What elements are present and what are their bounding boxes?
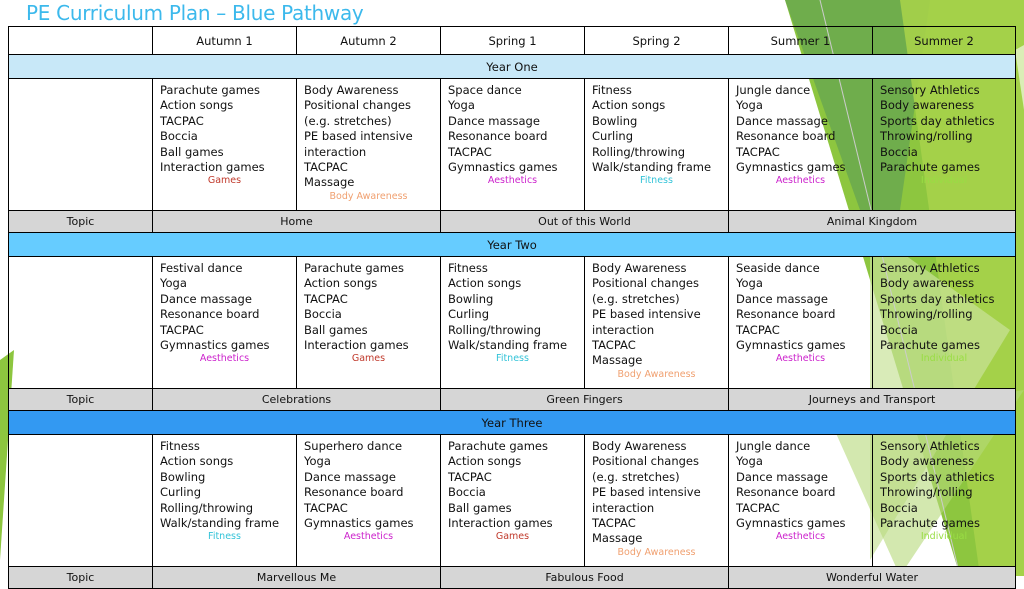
activity-cell [873, 435, 1016, 567]
strand-label: Individual [920, 175, 968, 187]
activity-item: Boccia [880, 144, 918, 159]
activities-row [9, 79, 1016, 211]
activity-item: TACPAC [448, 144, 492, 159]
activity-item: Body Awareness [592, 261, 687, 275]
activity-item: Seaside dance [736, 261, 820, 275]
activity-item: Dance massage [736, 113, 828, 128]
strand-label: Individual [920, 531, 968, 543]
activity-cell [729, 257, 873, 389]
activity-item: Curling [160, 485, 202, 500]
activity-cell [873, 79, 1016, 211]
activity-item: Boccia [880, 322, 918, 337]
activity-item: Resonance board [736, 129, 836, 144]
activity-item: Yoga [304, 454, 331, 469]
activity-item: Action songs [160, 98, 234, 113]
activity-item: Curling [448, 307, 490, 322]
activity-item: Action songs [304, 276, 378, 291]
activity-cell [441, 435, 585, 567]
activity-item: Dance massage [160, 291, 252, 306]
header-blank [9, 27, 153, 55]
activity-cell [585, 435, 729, 567]
strand-label: Body Awareness [329, 190, 408, 202]
activity-item: Body Awareness [304, 83, 399, 97]
activity-item: Body awareness [880, 454, 975, 469]
activity-item: interaction [304, 144, 367, 159]
strand-label: Games [351, 353, 386, 365]
activity-item: Sports day athletics [880, 469, 995, 484]
activity-item: Resonance board [736, 485, 836, 500]
activity-item: Gymnastics games [736, 516, 846, 531]
activity-item: Superhero dance [304, 439, 403, 453]
strand-label: Body Awareness [617, 368, 696, 380]
year-title: Year One [9, 55, 1016, 79]
activity-item: Gymnastics games [736, 160, 846, 175]
activity-item: Gymnastics games [304, 516, 414, 531]
activity-item: Positional changes [592, 454, 699, 469]
topic-row [9, 567, 1016, 589]
activity-item: Parachute games [880, 160, 980, 175]
activity-item: Festival dance [160, 261, 243, 275]
activity-item: Fitness [160, 439, 200, 453]
activity-item: PE based intensive [304, 129, 413, 144]
strand-label: Fitness [640, 175, 673, 187]
strand-label: Aesthetics [487, 175, 538, 187]
activity-cell [873, 257, 1016, 389]
activity-item: TACPAC [160, 322, 204, 337]
year-title: Year Three [9, 411, 1016, 435]
activity-item: Jungle dance [736, 439, 811, 453]
activity-cell [729, 79, 873, 211]
activity-item: Boccia [448, 485, 486, 500]
activity-item: Throwing/rolling [880, 485, 973, 500]
activity-item: TACPAC [304, 160, 348, 175]
activity-item: (e.g. stretches) [592, 291, 680, 306]
activity-item: Parachute games [880, 516, 980, 531]
activity-item: Boccia [160, 129, 198, 144]
activity-item: Positional changes [304, 98, 411, 113]
activity-item: Resonance board [736, 307, 836, 322]
activity-item: PE based intensive [592, 485, 701, 500]
year-band [9, 55, 1016, 79]
activity-item: interaction [592, 500, 655, 515]
activity-item: TACPAC [160, 113, 204, 128]
activity-item: TACPAC [304, 291, 348, 306]
header-row [9, 27, 1016, 55]
activity-item: Yoga [160, 276, 187, 291]
strand-label: Aesthetics [775, 175, 826, 187]
activity-item: Parachute games [160, 83, 260, 97]
activity-item: Body Awareness [592, 439, 687, 453]
activity-item: Sensory Athletics [880, 439, 980, 453]
activity-item: (e.g. stretches) [592, 469, 680, 484]
topic-name: Home [153, 211, 441, 233]
activity-cell [297, 435, 441, 567]
topic-row [9, 211, 1016, 233]
activity-cell [585, 79, 729, 211]
activity-item: Interaction games [448, 516, 553, 531]
activity-item: Action songs [592, 98, 666, 113]
activity-item: Parachute games [304, 261, 404, 275]
activity-item: TACPAC [736, 500, 780, 515]
activity-item: TACPAC [304, 500, 348, 515]
activity-cell [441, 79, 585, 211]
activity-cell [585, 257, 729, 389]
activity-item: Sports day athletics [880, 113, 995, 128]
activity-item: TACPAC [592, 516, 636, 531]
topic-name: Out of this World [441, 211, 729, 233]
year-title: Year Two [9, 233, 1016, 257]
activity-item: Gymnastics games [448, 160, 558, 175]
activity-item: Interaction games [160, 160, 265, 175]
strand-label: Fitness [496, 353, 529, 365]
activity-item: Space dance [448, 83, 522, 97]
row-label-blank [9, 79, 153, 211]
activity-item: Resonance board [304, 485, 404, 500]
row-label-blank [9, 257, 153, 389]
activity-item: Boccia [880, 500, 918, 515]
activity-item: Action songs [160, 454, 234, 469]
activity-item: Walk/standing frame [448, 338, 568, 353]
activity-item: Walk/standing frame [160, 516, 280, 531]
activity-item: Dance massage [448, 113, 540, 128]
activity-cell [153, 435, 297, 567]
topic-name: Celebrations [153, 389, 441, 411]
column-header: Autumn 1 [153, 27, 297, 55]
activity-item: PE based intensive [592, 307, 701, 322]
strand-label: Body Awareness [617, 546, 696, 558]
activity-item: Bowling [160, 469, 206, 484]
activity-item: Body awareness [880, 98, 975, 113]
strand-label: Aesthetics [775, 353, 826, 365]
topic-name: Animal Kingdom [729, 211, 1016, 233]
year-band [9, 233, 1016, 257]
activity-item: Rolling/throwing [592, 144, 686, 159]
topic-name: Green Fingers [441, 389, 729, 411]
activity-item: Rolling/throwing [160, 500, 254, 515]
activity-item: Parachute games [448, 439, 548, 453]
activity-item: Resonance board [160, 307, 260, 322]
topic-name: Fabulous Food [441, 567, 729, 589]
strand-label: Aesthetics [199, 353, 250, 365]
activity-item: Massage [304, 175, 355, 190]
activity-item: Dance massage [304, 469, 396, 484]
activity-item: Sports day athletics [880, 291, 995, 306]
activity-item: Body awareness [880, 276, 975, 291]
strand-label: Fitness [208, 531, 241, 543]
column-header: Autumn 2 [297, 27, 441, 55]
activity-item: Yoga [736, 454, 763, 469]
activity-item: Yoga [448, 98, 475, 113]
activity-item: Ball games [304, 322, 368, 337]
topic-row [9, 389, 1016, 411]
topic-label: Topic [9, 567, 153, 589]
activity-item: Fitness [592, 83, 632, 97]
column-header: Summer 2 [873, 27, 1016, 55]
activity-cell [297, 79, 441, 211]
activity-item: TACPAC [448, 469, 492, 484]
column-header: Spring 1 [441, 27, 585, 55]
year-band [9, 411, 1016, 435]
activity-item: Ball games [448, 500, 512, 515]
topic-label: Topic [9, 211, 153, 233]
strand-label: Games [207, 175, 242, 187]
row-label-blank [9, 435, 153, 567]
column-header: Spring 2 [585, 27, 729, 55]
activity-item: interaction [592, 322, 655, 337]
activity-item: Dance massage [736, 469, 828, 484]
strand-label: Games [495, 531, 530, 543]
activity-cell [297, 257, 441, 389]
activity-item: Bowling [448, 291, 494, 306]
activity-item: Gymnastics games [736, 338, 846, 353]
topic-name: Journeys and Transport [729, 389, 1016, 411]
activity-item: Bowling [592, 113, 638, 128]
activity-item: Boccia [304, 307, 342, 322]
strand-label: Individual [920, 353, 968, 365]
activities-row [9, 435, 1016, 567]
activity-item: Yoga [736, 98, 763, 113]
activities-row [9, 257, 1016, 389]
activity-item: Interaction games [304, 338, 409, 353]
activity-cell [153, 257, 297, 389]
topic-name: Marvellous Me [153, 567, 441, 589]
activity-item: TACPAC [736, 322, 780, 337]
activity-item: Jungle dance [736, 83, 811, 97]
activity-item: Yoga [736, 276, 763, 291]
page-title: PE Curriculum Plan – Blue Pathway [26, 1, 364, 25]
activity-item: Sensory Athletics [880, 83, 980, 97]
activity-item: Positional changes [592, 276, 699, 291]
activity-item: Throwing/rolling [880, 307, 973, 322]
activity-item: Massage [592, 531, 643, 546]
activity-item: Curling [592, 129, 634, 144]
topic-label: Topic [9, 389, 153, 411]
strand-label: Aesthetics [343, 531, 394, 543]
activity-item: Action songs [448, 454, 522, 469]
activity-item: Ball games [160, 144, 224, 159]
activity-item: Rolling/throwing [448, 322, 542, 337]
activity-cell [441, 257, 585, 389]
activity-item: Massage [592, 353, 643, 368]
activity-item: Sensory Athletics [880, 261, 980, 275]
activity-item: Resonance board [448, 129, 548, 144]
column-header: Summer 1 [729, 27, 873, 55]
activity-cell [729, 435, 873, 567]
activity-item: Walk/standing frame [592, 160, 712, 175]
activity-item: Throwing/rolling [880, 129, 973, 144]
activity-item: TACPAC [592, 338, 636, 353]
activity-cell [153, 79, 297, 211]
curriculum-table [8, 26, 1016, 589]
activity-item: Gymnastics games [160, 338, 270, 353]
activity-item: Parachute games [880, 338, 980, 353]
activity-item: Action songs [448, 276, 522, 291]
activity-item: Dance massage [736, 291, 828, 306]
topic-name: Wonderful Water [729, 567, 1016, 589]
activity-item: TACPAC [736, 144, 780, 159]
activity-item: (e.g. stretches) [304, 113, 392, 128]
strand-label: Aesthetics [775, 531, 826, 543]
activity-item: Fitness [448, 261, 488, 275]
